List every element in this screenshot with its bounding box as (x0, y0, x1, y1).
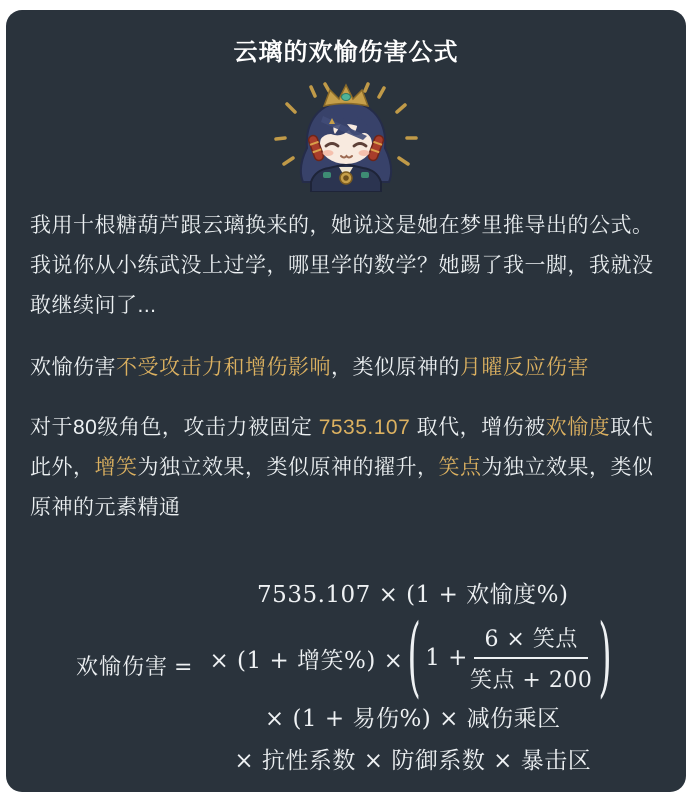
damage-formula (24, 574, 668, 782)
highlighted-term: 笑点 (438, 456, 482, 479)
highlighted-term: 不受攻击力和增伤影响 (116, 356, 331, 379)
fraction-numerator: 6 × 笑点 (474, 622, 587, 659)
post-card (6, 10, 686, 792)
text-segment: 敢继续问了... (30, 294, 157, 317)
blush-right (359, 150, 370, 156)
formula-line-4: × 抗性系数 × 防御系数 × 暴击区 (234, 748, 592, 774)
page-title: 云璃的欢愉伤害公式 (233, 39, 459, 66)
shoulder-accent-left (323, 172, 331, 178)
text-segment: 我说你从小练武没上过学，哪里学的数学？她踢了我一脚，我就没 (30, 254, 654, 277)
formula-lines (209, 574, 616, 782)
equals-sign: = (174, 655, 194, 680)
highlighted-term: 增笑 (94, 456, 138, 479)
formula-line-3: × (1 + 易伤%) × 减伤乘区 (264, 706, 561, 732)
text-segment: 我用十根糖葫芦跟云璃换来的，她说这是她在梦里推导出的公式。 (30, 214, 654, 237)
text-segment: 此外， (30, 456, 95, 479)
yunli-chibi-icon (271, 82, 421, 192)
character-sticker (24, 82, 668, 194)
shoulder-accent-right (361, 172, 369, 178)
highlighted-term: 月曜反应伤害 (460, 356, 589, 379)
text-segment: ，类似原神的 (331, 356, 460, 379)
text-segment: 对于80级角色，攻击力被固定 (30, 416, 319, 439)
paragraph-damage-note (30, 348, 662, 388)
blush-left (323, 150, 334, 156)
pout-mouth (341, 156, 352, 158)
highlighted-term: 7535.107 (318, 416, 411, 439)
text-segment: 原神的元素精通 (30, 496, 181, 519)
text-segment: 欢愉伤害 (30, 356, 116, 379)
formula-line-2-prefix: × (1 + 增笑%) × (209, 647, 404, 674)
formula-label (76, 650, 193, 681)
text-segment: 取代 (610, 416, 654, 439)
paragraph-stat-substitution (30, 408, 662, 528)
open-paren: ( (407, 607, 422, 709)
fraction (470, 622, 592, 694)
highlighted-term: 欢愉度 (545, 416, 611, 439)
formula-label-text: 欢愉伤害 (76, 655, 169, 680)
text-segment: 为独立效果，类似原神的擢升， (137, 456, 439, 479)
fraction-denominator: 笑点 + 200 (469, 668, 593, 693)
formula-line-2-inner: 1 + (425, 645, 468, 671)
formula-line-1: 7535.107 × (1 + 欢愉度%) (257, 582, 569, 608)
paragraph-story (30, 206, 662, 326)
text-segment: 取代，增伤被 (410, 416, 546, 439)
text-segment: 为独立效果，类似 (481, 456, 654, 479)
formula-line-2 (209, 607, 616, 709)
close-paren: ) (598, 607, 613, 709)
